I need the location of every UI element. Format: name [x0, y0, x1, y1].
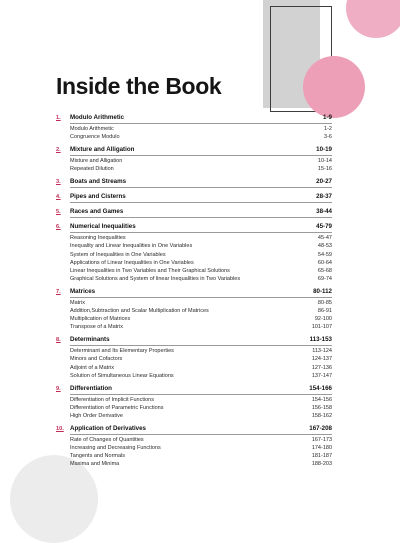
subtopic-page-range: 174-180 [311, 445, 332, 452]
toc-section [56, 335, 332, 379]
section-title: Boats and Streams [70, 178, 127, 186]
subtopic-title: Mixture and Alligation [70, 158, 123, 165]
subtopic-title: Determinant and Its Elementary Properties [70, 348, 174, 355]
section-page-range: 113-153 [309, 336, 332, 344]
section-page-range: 20-27 [316, 178, 332, 186]
subtopic-title: Congruence Modulo [70, 134, 120, 141]
section-number: 5. [56, 209, 61, 216]
subtopic-page-range: 54-59 [317, 251, 332, 258]
subtopic-row[interactable] [70, 315, 332, 323]
toc-section [56, 287, 332, 331]
subtopic-title: Matrix [70, 299, 85, 306]
section-number: 6. [56, 224, 61, 231]
section-number: 3. [56, 179, 61, 186]
subtopic-row[interactable] [70, 404, 332, 412]
section-heading-row[interactable] [70, 335, 332, 346]
subtopic-list [70, 347, 332, 379]
toc-section [56, 384, 332, 420]
subtopic-page-range: 92-100 [314, 316, 332, 323]
subtopic-list [70, 125, 332, 141]
subtopic-title: Linear Inequalities in Two Variables and Their Graphical Solutions [70, 267, 230, 274]
subtopic-list [70, 396, 332, 420]
subtopic-page-range: 69-74 [317, 275, 332, 282]
subtopic-title: Reasoning Inequalities [70, 235, 126, 242]
subtopic-row[interactable] [70, 436, 332, 444]
section-title: Application of Derivatives [70, 424, 146, 432]
subtopic-row[interactable] [70, 460, 332, 468]
subtopic-list [70, 157, 332, 173]
section-title: Differentiation [70, 384, 112, 392]
subtopic-title: Maxima and Minima [70, 461, 120, 468]
subtopic-page-range: 1-2 [324, 126, 332, 132]
decorative-pink-circle [303, 56, 365, 118]
section-page-range: 10-19 [316, 146, 332, 154]
subtopic-row[interactable] [70, 125, 332, 133]
section-heading-row[interactable] [70, 177, 332, 188]
subtopic-list [70, 234, 332, 283]
subtopic-page-range: 60-64 [317, 259, 332, 266]
subtopic-page-range: 113-124 [312, 348, 332, 355]
section-number: 1. [56, 115, 61, 121]
subtopic-row[interactable] [70, 307, 332, 315]
subtopic-page-range: 127-136 [311, 364, 332, 371]
subtopic-page-range: 154-156 [311, 396, 332, 403]
toc-section [56, 145, 332, 173]
section-number: 9. [56, 385, 61, 392]
table-of-contents [56, 113, 332, 472]
section-title: Pipes and Cisterns [70, 193, 126, 201]
section-title: Matrices [70, 287, 96, 295]
subtopic-title: Tangents and Normals [70, 453, 126, 460]
subtopic-title: Applications of Linear Inequalities in One Variables [70, 259, 194, 266]
section-title: Determinants [70, 336, 110, 344]
subtopic-title: Differentiation of Parametric Functions [70, 404, 164, 411]
section-page-range: 1-9 [323, 114, 332, 121]
section-title: Numerical Inequalities [70, 223, 136, 231]
toc-section [56, 113, 332, 141]
subtopic-row[interactable] [70, 347, 332, 355]
section-heading-row[interactable] [70, 384, 332, 395]
section-page-range: 38-44 [316, 208, 332, 216]
section-heading-row[interactable] [70, 287, 332, 298]
subtopic-row[interactable] [70, 267, 332, 275]
page-title: Inside the Book [56, 73, 222, 99]
section-heading-row[interactable] [70, 192, 332, 203]
subtopic-page-range: 124-137 [311, 356, 332, 363]
subtopic-page-range: 137-147 [311, 372, 332, 379]
subtopic-title: High Order Derivative [70, 412, 123, 419]
toc-section [56, 192, 332, 203]
subtopic-title: Graphical Solutions and System of linear Inequalities in Two Variables [70, 275, 241, 282]
subtopic-page-range: 10-14 [317, 158, 332, 165]
subtopic-row[interactable] [70, 444, 332, 452]
subtopic-page-range: 167-173 [311, 436, 332, 443]
toc-section [56, 424, 332, 468]
subtopic-row[interactable] [70, 275, 332, 283]
subtopic-page-range: 158-162 [311, 412, 332, 419]
section-heading-row[interactable] [70, 113, 332, 124]
section-heading-row[interactable] [70, 207, 332, 218]
section-heading-row[interactable] [70, 222, 332, 233]
subtopic-row[interactable] [70, 234, 332, 242]
section-page-range: 154-166 [309, 384, 332, 392]
section-heading-row[interactable] [70, 145, 332, 156]
section-page-range: 45-79 [316, 223, 332, 231]
subtopic-row[interactable] [70, 251, 332, 259]
subtopic-row[interactable] [70, 396, 332, 404]
subtopic-title: Differentiation of Implicit Functions [70, 396, 154, 403]
section-number: 7. [56, 288, 61, 295]
subtopic-page-range: 45-47 [317, 235, 332, 242]
section-number: 2. [56, 147, 61, 154]
decorative-pink-circle-top [346, 0, 400, 38]
subtopic-page-range: 181-187 [311, 453, 332, 460]
subtopic-page-range: 48-53 [317, 243, 332, 250]
subtopic-row[interactable] [70, 323, 332, 331]
subtopic-page-range: 65-68 [317, 267, 332, 274]
section-title: Modulo Arithmetic [70, 114, 125, 121]
toc-section [56, 222, 332, 283]
subtopic-title: Multiplication of Matrices [70, 316, 131, 323]
toc-section [56, 207, 332, 218]
subtopic-row[interactable] [70, 242, 332, 250]
subtopic-title: Minors and Cofactors [70, 356, 123, 363]
section-number: 4. [56, 194, 61, 201]
subtopic-page-range: 3-6 [324, 134, 332, 141]
section-page-range: 80-112 [313, 287, 332, 295]
section-number: 10. [56, 425, 64, 432]
subtopic-row[interactable] [70, 259, 332, 267]
subtopic-page-range: 80-85 [317, 299, 332, 306]
subtopic-page-range: 188-203 [311, 461, 332, 468]
subtopic-list [70, 436, 332, 468]
subtopic-title: Rate of Changes of Quantities [70, 436, 144, 443]
subtopic-title: Transpose of a Matrix [70, 324, 123, 331]
subtopic-row[interactable] [70, 355, 332, 363]
subtopic-title: Increasing and Decreasing Functions [70, 445, 161, 452]
subtopic-row[interactable] [70, 299, 332, 307]
subtopic-list [70, 299, 332, 331]
subtopic-row[interactable] [70, 157, 332, 165]
section-page-range: 167-208 [309, 424, 332, 432]
section-number: 8. [56, 337, 61, 344]
subtopic-title: Adjoint of a Matrix [70, 364, 115, 371]
subtopic-title: System of Inequalities in One Variables [70, 251, 166, 258]
subtopic-row[interactable] [70, 372, 332, 380]
subtopic-title: Modulo Arithmetic [70, 126, 114, 132]
subtopic-title: Solution of Simultaneous Linear Equations [70, 372, 174, 379]
section-page-range: 28-37 [316, 193, 332, 201]
subtopic-title: Addition,Subtraction and Scalar Multiplication of Matrices [70, 308, 209, 315]
toc-section [56, 177, 332, 188]
subtopic-row[interactable] [70, 165, 332, 173]
subtopic-page-range: 101-107 [311, 324, 332, 331]
subtopic-row[interactable] [70, 133, 332, 141]
section-title: Races and Games [70, 208, 124, 216]
subtopic-row[interactable] [70, 412, 332, 420]
section-heading-row[interactable] [70, 424, 332, 435]
subtopic-row[interactable] [70, 452, 332, 460]
subtopic-page-range: 156-158 [311, 404, 332, 411]
subtopic-page-range: 86-91 [317, 308, 332, 315]
subtopic-row[interactable] [70, 364, 332, 372]
subtopic-title: Inequality and Linear Inequalities in One Variables [70, 243, 193, 250]
subtopic-title: Repeated Dilution [70, 166, 114, 173]
section-title: Mixture and Alligation [70, 146, 135, 154]
subtopic-page-range: 15-16 [317, 166, 332, 173]
